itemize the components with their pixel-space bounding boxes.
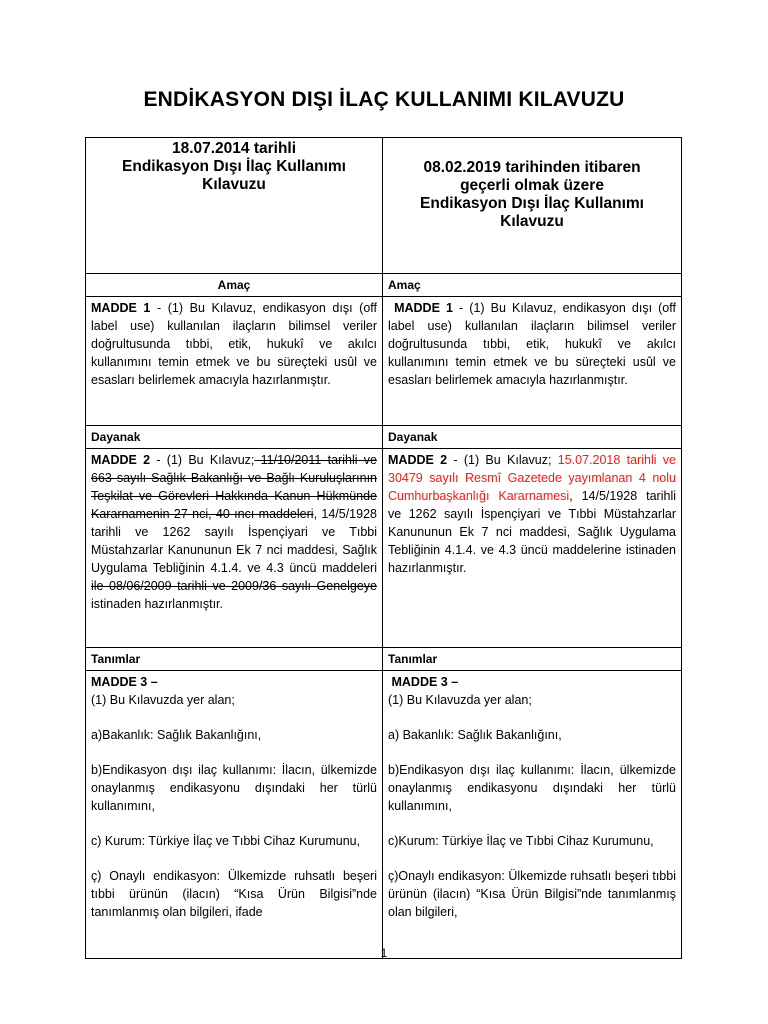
madde3-right-c: c)Kurum: Türkiye İlaç ve Tıbbi Cihaz Kurumunu, — [388, 834, 654, 848]
right-column-header: 08.02.2019 tarihinden itibaren geçerli olmak üzere Endikasyon Dışı İlaç Kullanımı Kılavuzu — [383, 138, 682, 274]
tanimlar-section-row — [86, 648, 682, 671]
comparison-table — [85, 137, 682, 959]
deleted-text: ile 08/06/2009 tarihli ve 2009/36 sayılı Genelgeye — [91, 579, 377, 593]
madde3-row — [86, 671, 682, 959]
section-label-amac-left: Amaç — [86, 274, 383, 297]
amac-section-row — [86, 274, 682, 297]
madde1-right — [383, 297, 682, 426]
madde1-right-text: MADDE 1 - (1) Bu Kılavuz, endikasyon dışı (off label use) kullanılan ilaçların bilimsel veriler doğrultusunda tıbbi, etik, hukukî ve akılcı kullanımını temin etmek ve bu süreçteki usûl ve esasları belirlemek amacıyla hazırlanmıştır. — [388, 301, 676, 387]
madde3-left-cc: ç) Onaylı endikasyon: Ülkemizde ruhsatlı beşeri tıbbi ürünün (ilacın) “Kısa Ürün Bilgisi”nde tanımlanmış olan bilgileri, ifade — [91, 869, 377, 919]
section-label-dayanak-right: Dayanak — [383, 426, 682, 449]
deleted-text: 11/10/2011 tarihli ve 663 sayılı Sağlık Bakanlığı ve Bağlı Kuruluşlarının Teşkilat ve Görevleri Hakkında Kanun Hükmünde Kararnamenin 27 nci, 40 ıncı maddeleri — [91, 453, 377, 521]
madde2-right — [383, 449, 682, 648]
madde1-row — [86, 297, 682, 426]
madde3-right — [383, 671, 682, 959]
madde3-left — [86, 671, 383, 959]
madde1-left-text: MADDE 1 - (1) Bu Kılavuz, endikasyon dışı (off label use) kullanılan ilaçların bilimsel veriler doğrultusunda tıbbi, etik, hukukî ve akılcı kullanımını temin etmek ve bu süreçteki usûl ve esasları belirlemek amacıyla hazırlanmıştır. — [91, 301, 377, 387]
document-title: ENDİKASYON DIŞI İLAÇ KULLANIMI KILAVUZU — [143, 88, 625, 111]
madde3-right-cc: ç)Onaylı endikasyon: Ülkemizde ruhsatlı beşeri tıbbi ürünün (ilacın) “Kısa Ürün Bilgisi”nde tanımlanmış olan bilgileri, — [388, 869, 676, 919]
dayanak-section-row — [86, 426, 682, 449]
madde3-left-intro: (1) Bu Kılavuzda yer alan; — [91, 693, 235, 707]
madde2-row — [86, 449, 682, 648]
section-label-dayanak-left: Dayanak — [86, 426, 383, 449]
madde3-left-a: a)Bakanlık: Sağlık Bakanlığını, — [91, 728, 262, 742]
madde3-right-a: a) Bakanlık: Sağlık Bakanlığını, — [388, 728, 562, 742]
madde2-left-text: MADDE 2 - (1) Bu Kılavuz; 11/10/2011 tarihli ve 663 sayılı Sağlık Bakanlığı ve Bağlı Kuruluşlarının Teşkilat ve Görevleri Hakkında Kanun Hükmünde Kararnamenin 27 nci, 40 ıncı maddeleri, 14/5/1928 tarihli ve 1262 sayılı İspençiyari ve Tıbbi Müstahzarlar Kanununun Ek 7 nci maddesi, Sağlık Uygulama Tebliğinin 4.1.4. ve 4.3 üncü maddeleri ile 08/06/2009 tarihli ve 2009/36 sayılı Genelgeye istinaden hazırlanmıştır. — [91, 453, 377, 611]
amended-text: 15.07.2018 tarihli ve 30479 sayılı Resmî Gazetede yayımlanan 4 nolu Cumhurbaşkanlığı Kararnamesi — [388, 453, 676, 503]
madde3-left-c: c) Kurum: Türkiye İlaç ve Tıbbi Cihaz Kurumunu, — [91, 834, 361, 848]
madde3-right-label: MADDE 3 – — [391, 675, 459, 689]
header-row — [86, 138, 682, 274]
madde3-right-intro: (1) Bu Kılavuzda yer alan; — [388, 693, 532, 707]
page-number: 1 — [380, 946, 388, 960]
section-label-tanimlar-right: Tanımlar — [383, 648, 682, 671]
left-column-header: 18.07.2014 tarihli Endikasyon Dışı İlaç Kullanımı Kılavuzu — [86, 138, 383, 274]
madde3-left-label: MADDE 3 – — [91, 675, 158, 689]
madde3-right-b: b)Endikasyon dışı ilaç kullanımı: İlacın, ülkemizde onaylanmış endikasyonu dışındaki her türlü kullanımını, — [388, 763, 676, 813]
madde3-left-b: b)Endikasyon dışı ilaç kullanımı: İlacın, ülkemizde onaylanmış endikasyonu dışındaki her türlü kullanımını, — [91, 763, 377, 813]
section-label-amac-right: Amaç — [383, 274, 682, 297]
madde2-right-text: MADDE 2 - (1) Bu Kılavuz; 15.07.2018 tarihli ve 30479 sayılı Resmî Gazetede yayımlanan 4 nolu Cumhurbaşkanlığı Kararnamesi, 14/5/1928 tarihli ve 1262 sayılı İspençiyari ve Tıbbi Müstahzarlar Kanununun Ek 7 nci maddesi, Sağlık Uygulama Tebliğinin 4.1.4. ve 4.3 üncü maddelerine istinaden hazırlanmıştır. — [388, 453, 676, 575]
madde1-left — [86, 297, 383, 426]
madde2-left — [86, 449, 383, 648]
section-label-tanimlar-left: Tanımlar — [86, 648, 383, 671]
